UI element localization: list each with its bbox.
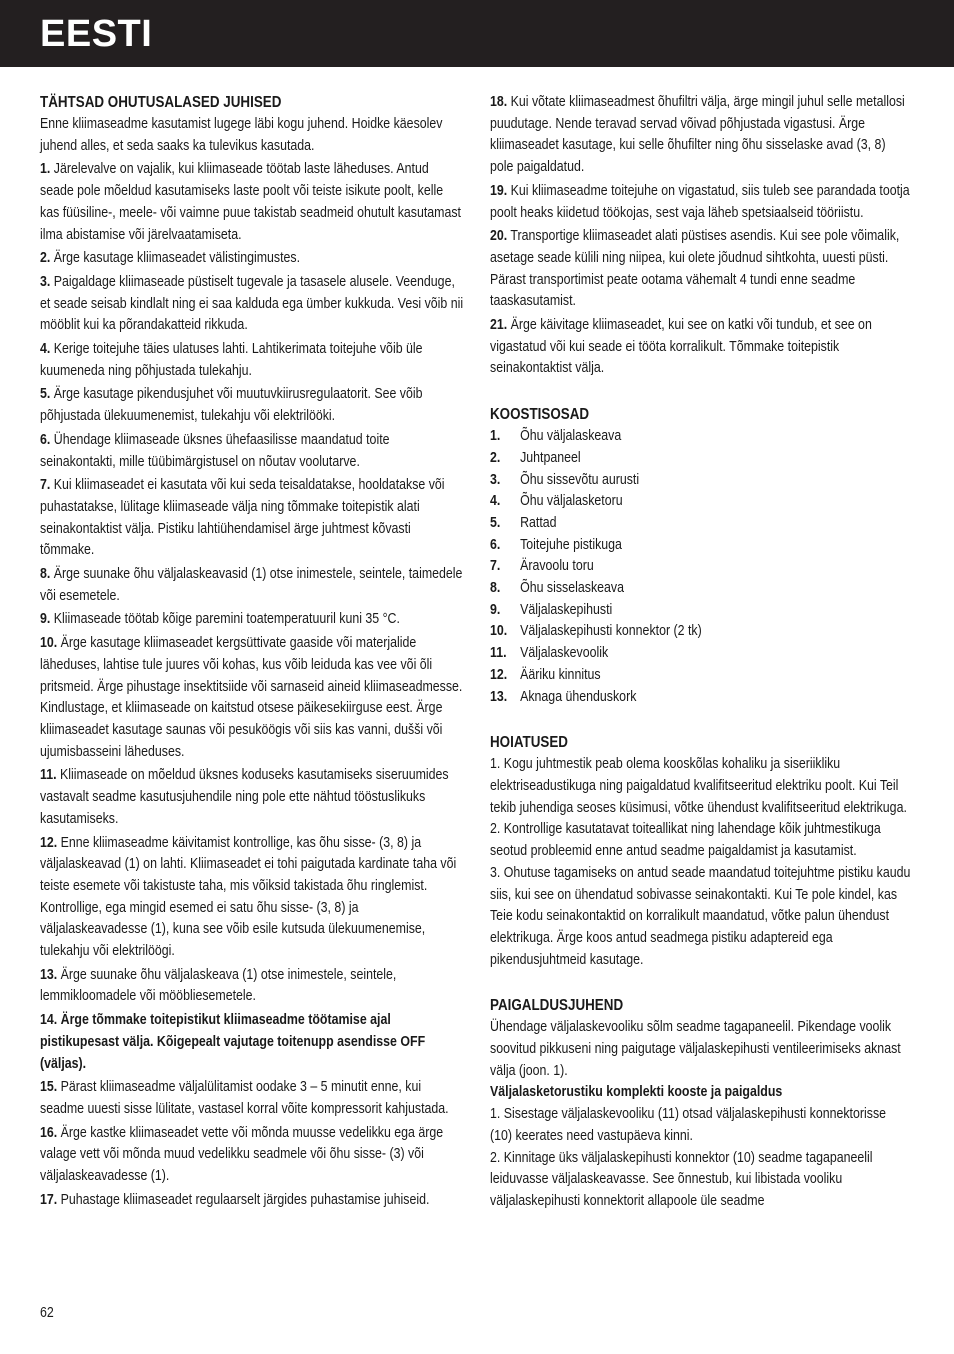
safety-item-text: Ärge kasutage kliimaseadet välistingimustes. [50,250,301,267]
component-number: 4. [490,493,501,510]
safety-item [40,609,466,631]
component-number: 6. [490,536,501,553]
safety-item-number: 6. [40,431,51,448]
component-number: 10. [490,623,508,640]
components-heading: KOOSTISOSAD [490,406,590,424]
component-label: Juhtpaneel [520,449,581,466]
safety-item [490,92,911,179]
safety-item-number: 13. [40,966,58,983]
component-item [490,600,911,622]
safety-item [490,315,911,380]
safety-item-number: 17. [40,1191,58,1208]
safety-item-text: Järelevalve on vajalik, kui kliimaseade töötab laste läheduses. Antud seade pole mõeldud kasutamiseks laste poolt või teiste isikute poolt, kelle kas füüsiline-, meele- või vaimne puue takistab seadmeid ohutult kasutamast ilma abistamise või järelvaatamiseta. [40,161,462,243]
component-item [490,687,911,709]
safety-item-text: Kui kliimaseadme toitejuhe on vigastatud, siis tuleb see parandada tootja poolt heaks kiidetud töökojas, sest vaja läheb spetsiaalseid tööriistu. [490,182,910,221]
safety-item-text: Paigaldage kliimaseade püstiselt tugevale ja tasasele alusele. Veenduge, et seade seisab kindlalt ning ei saa kalduda ega ümber kukkuda. Vesi võib nii mööblit kui ka põrandakatteid rikkuda. [40,273,464,334]
safety-item [40,475,466,562]
component-label: Toitejuhe pistikuga [520,536,622,553]
safety-item-number: 14. [40,1012,58,1029]
safety-item-number: 1. [40,161,51,178]
component-label: Ääriku kinnitus [520,666,601,683]
safety-item-text: Ärge suunake õhu väljalaskeavasid (1) otse inimestele, seintele, taimedele või esemetele. [40,566,463,604]
component-label: Väljalaskevoolik [520,645,609,662]
safety-item-text: Ärge käivitage kliimaseadet, kui see on katki või tundub, et see on vigastatud või kui seade ei tööta korralikult. Tõmmake toitepistik seinakontaktist välja. [490,317,872,377]
safety-item [40,1010,466,1075]
safety-item [40,1190,466,1212]
safety-item [40,965,466,1008]
safety-item-number: 18. [490,94,508,110]
safety-item-text: Puhastage kliimaseadet regulaarselt järgides puhastamise juhiseid. [57,1191,430,1208]
safety-item-number: 5. [40,386,51,403]
component-number: 9. [490,601,501,618]
component-item [490,470,911,492]
safety-item-number: 21. [490,317,508,334]
safety-item-text: Ärge tõmmake toitepistikut kliimaseadme töötamise ajal pistikupesast välja. Kõigepealt vajutage toitenupp asendisse OFF (väljas). [40,1012,426,1072]
component-item [490,578,911,600]
safety-item-text: Ärge kasutage pikendusjuhet või muutuvkiirusregulaatorit. See võib põhjustada ülekuumenemist, tulekahju või elektrilööki. [40,386,423,425]
safety-list-left [40,159,466,1211]
safety-item [40,765,466,830]
safety-list-right [490,92,911,380]
safety-item-text: Pärast kliimaseadme väljalülitamist oodake 3 – 5 minutit enne, kui seadme uuesti sisse lülitate, vastasel korral võite kompressorit kahjustada. [40,1079,449,1117]
safety-item [40,430,466,473]
component-label: Õhu väljalaskeava [520,428,622,445]
safety-item [490,226,911,313]
installation-step: 1. Sisestage väljalaskevooliku (11) otsad väljalaskepihusti konnektorisse (10) keerates need vastupäeva kinni. [490,1106,887,1144]
component-label: Õhu sissevõtu aurusti [520,471,640,488]
warning-item: 2. Kontrollige kasutatavat toiteallikat ning lahendage kõik juhtmestikuga seotud probleemid enne antud seadme paigaldamist ja kasutamist. [490,821,881,860]
safety-item-text: Ärge suunake õhu väljalaskeava (1) otse inimestele, seintele, lemmikloomadele või mööbliesemetele. [40,966,397,1005]
component-number: 11. [490,645,507,662]
left-column [40,92,466,1213]
safety-item [40,384,466,427]
installation-intro: Ühendage väljalaskevooliku sõlm seadme tagapaneelil. Pikendage voolik soovitud pikkuseni ning paigutage väljalaskepihusti ventileerimiseks aknast välja (joon. 1). [490,1019,901,1079]
component-number: 7. [490,558,501,575]
installation-step: 2. Kinnitage üks väljalaskepihusti konnektor (10) seadme tagapaneelil leiduvasse väljalaskeavasse. See õnnestub, kui libistada vooliku väljalaskepihusti konnektorit allapoole üle seadme [490,1149,873,1209]
component-item [490,491,911,513]
safety-item-text: Kliimaseade töötab kõige paremini toatemperatuuril kuni 35 °C. [50,611,400,628]
component-label: Väljalaskepihusti [520,601,613,618]
component-item [490,513,911,535]
component-item [490,621,911,643]
safety-item [40,833,466,963]
component-number: 8. [490,580,501,597]
component-number: 5. [490,514,501,531]
safety-item-number: 16. [40,1124,58,1141]
component-item [490,643,911,665]
safety-item-text: Kliimaseade on mõeldud üksnes koduseks kasutamiseks siseruumides vastavalt seadme kasutusjuhendile ning pole ette nähtud tööstuslikuks kasutamiseks. [40,767,449,827]
safety-item [40,633,466,763]
warning-item: 3. Ohutuse tagamiseks on antud seade maandatud toitejuhtme pistiku kaudu siis, kui see on ühendatud sobivasse seinakontakti. Kui Te pole kindel, kas Teie kodu seinakontaktid on korralikult maandatud, võtke palun ühendust elektrikuga. Ärge koos antud seadmega pistiku adaptereid ega pikendusjuhtmeid kasutage. [490,864,911,968]
safety-item [40,1077,466,1120]
safety-item-text: Kui kliimaseadet ei kasutata või kui seda teisaldatakse, hooldatakse või puhastatakse, lülitage kliimaseade välja ning tõmmake toitepistik alati seinakontaktist välja. Pistiku lahtiühendamisel ärge juhtmest kõvasti tõmmake. [40,477,445,559]
component-label: Õhu sisselaskeava [520,580,624,597]
safety-item-number: 3. [40,273,51,290]
component-item [490,556,911,578]
safety-item-number: 8. [40,566,51,583]
safety-item-number: 19. [490,182,508,199]
component-number: 13. [490,688,508,705]
safety-item [40,159,466,246]
safety-item-text: Ühendage kliimaseade üksnes ühefaasilisse maandatud toite seinakontakti, mille tüübimärgistusel on nõutav voolutarve. [40,431,390,470]
safety-item [40,272,466,337]
component-label: Väljalaskepihusti konnektor (2 tk) [520,623,702,640]
safety-item-text: Enne kliimaseadme käivitamist kontrollige, kas õhu sisse- (3, 8) ja väljalaskeavad (1) on lahti. Kliimaseadet ei tohi paigutada kardinate taha või teiste esemete või takistuste taha, mis võiksid takistada õhu ringlemist. Kontrollige, ega mingid esemed ei satu õhu sisse- (3, 8) ja väljalaskeavadesse (1), kuna see võib esile kutsuda ülekuumenemise, tulekahju või elektrilöögi. [40,834,457,960]
header-bar [0,0,954,67]
safety-item-text: Kerige toitejuhe täies ulatuses lahti. Lahtikerimata toitejuhe võib üle kuumeneda ning põhjustada tulekahju. [40,341,423,379]
safety-intro: Enne kliimaseadme kasutamist lugege läbi kogu juhend. Hoidke käesolev juhend alles, et seda saaks ka tulevikus kasutada. [40,116,443,154]
component-label: Aknaga ühenduskork [520,688,637,705]
component-number: 3. [490,471,501,488]
component-number: 12. [490,666,508,683]
safety-item-text: Ärge kastke kliimaseadet vette või mõnda muusse vedelikku ega ärge valage vett või mõnda muud vedelikku seadmele või õhu sisse- (3) või väljalaskeavadesse (1). [40,1124,444,1185]
safety-item-number: 9. [40,611,51,628]
safety-item-number: 11. [40,767,57,784]
safety-item-number: 7. [40,477,51,494]
component-item [490,426,911,448]
safety-item-number: 20. [490,228,508,245]
component-label: Rattad [520,514,557,531]
installation-heading: PAIGALDUSJUHEND [490,997,624,1015]
warnings-heading: HOIATUSED [490,734,568,752]
safety-item [490,181,911,224]
safety-item-text: Ärge kasutage kliimaseadet kergsüttivate gaaside või materjalide läheduses, lahtise tule juures või kohas, kus võib leiduda kas vee või õli pritsmeid. Ärge pihustage insektitsiide või sarnaseid aineid kliimaseadmesse. Kindlustage, et kliimaseade on kaitstud otsese päikesekiirguse eest. Ärge kliimaseadet kasutage saunas või pesuköögis või siis kas vanni, dušši või ujumisbasseini läheduses. [40,635,463,760]
component-number: 2. [490,449,501,466]
page-title: EESTI [40,13,153,55]
components-list [490,426,911,708]
safety-item-number: 4. [40,341,51,358]
safety-heading: TÄHTSAD OHUTUSALASED JUHISED [40,94,282,111]
safety-item-number: 10. [40,635,58,652]
component-number: 1. [490,428,501,445]
safety-item-number: 15. [40,1079,58,1096]
warning-item: 1. Kogu juhtmestik peab olema kooskõlas kohaliku ja siseriikliku elektriseadustikuga ning paigaldatud kvalifitseeritud elektriku poolt. Kui Teil tekib juhendiga seoses küsimusi, võtke ühendust kvalifitseeritud elektrikuga. [490,756,907,816]
component-item [490,448,911,470]
component-item [490,665,911,687]
safety-item-number: 12. [40,834,58,851]
safety-item [40,564,466,607]
component-label: Äravoolu toru [520,558,594,575]
safety-item [40,248,466,270]
page-number: 62 [40,1305,54,1321]
safety-item [40,339,466,382]
right-column [490,92,911,1213]
installation-subheading: Väljalasketorustiku komplekti kooste ja paigaldus [490,1084,783,1101]
component-label: Õhu väljalasketoru [520,493,623,510]
component-item [490,535,911,557]
safety-item-text: Kui võtate kliimaseadmest õhufiltri välja, ärge mingil juhul selle metallosi puudutage. Nende teravad servad võivad põhjustada vigastusi. Ärge kliimaseadet kasutage, kui selle õhufilter ning õhu sisselaske avad (3, 8) pole paigaldatud. [490,94,905,176]
safety-item-text: Transportige kliimaseadet alati püstises asendis. Kui see pole võimalik, asetage seade külili ning niipea, kui olete jõudnud sihtkohta, uuesti püsti. Pärast transportimist peate ootama vähemalt 4 tundi enne seadme taaskasutamist. [490,228,900,310]
safety-item-number: 2. [40,250,51,267]
safety-item [40,1123,466,1188]
